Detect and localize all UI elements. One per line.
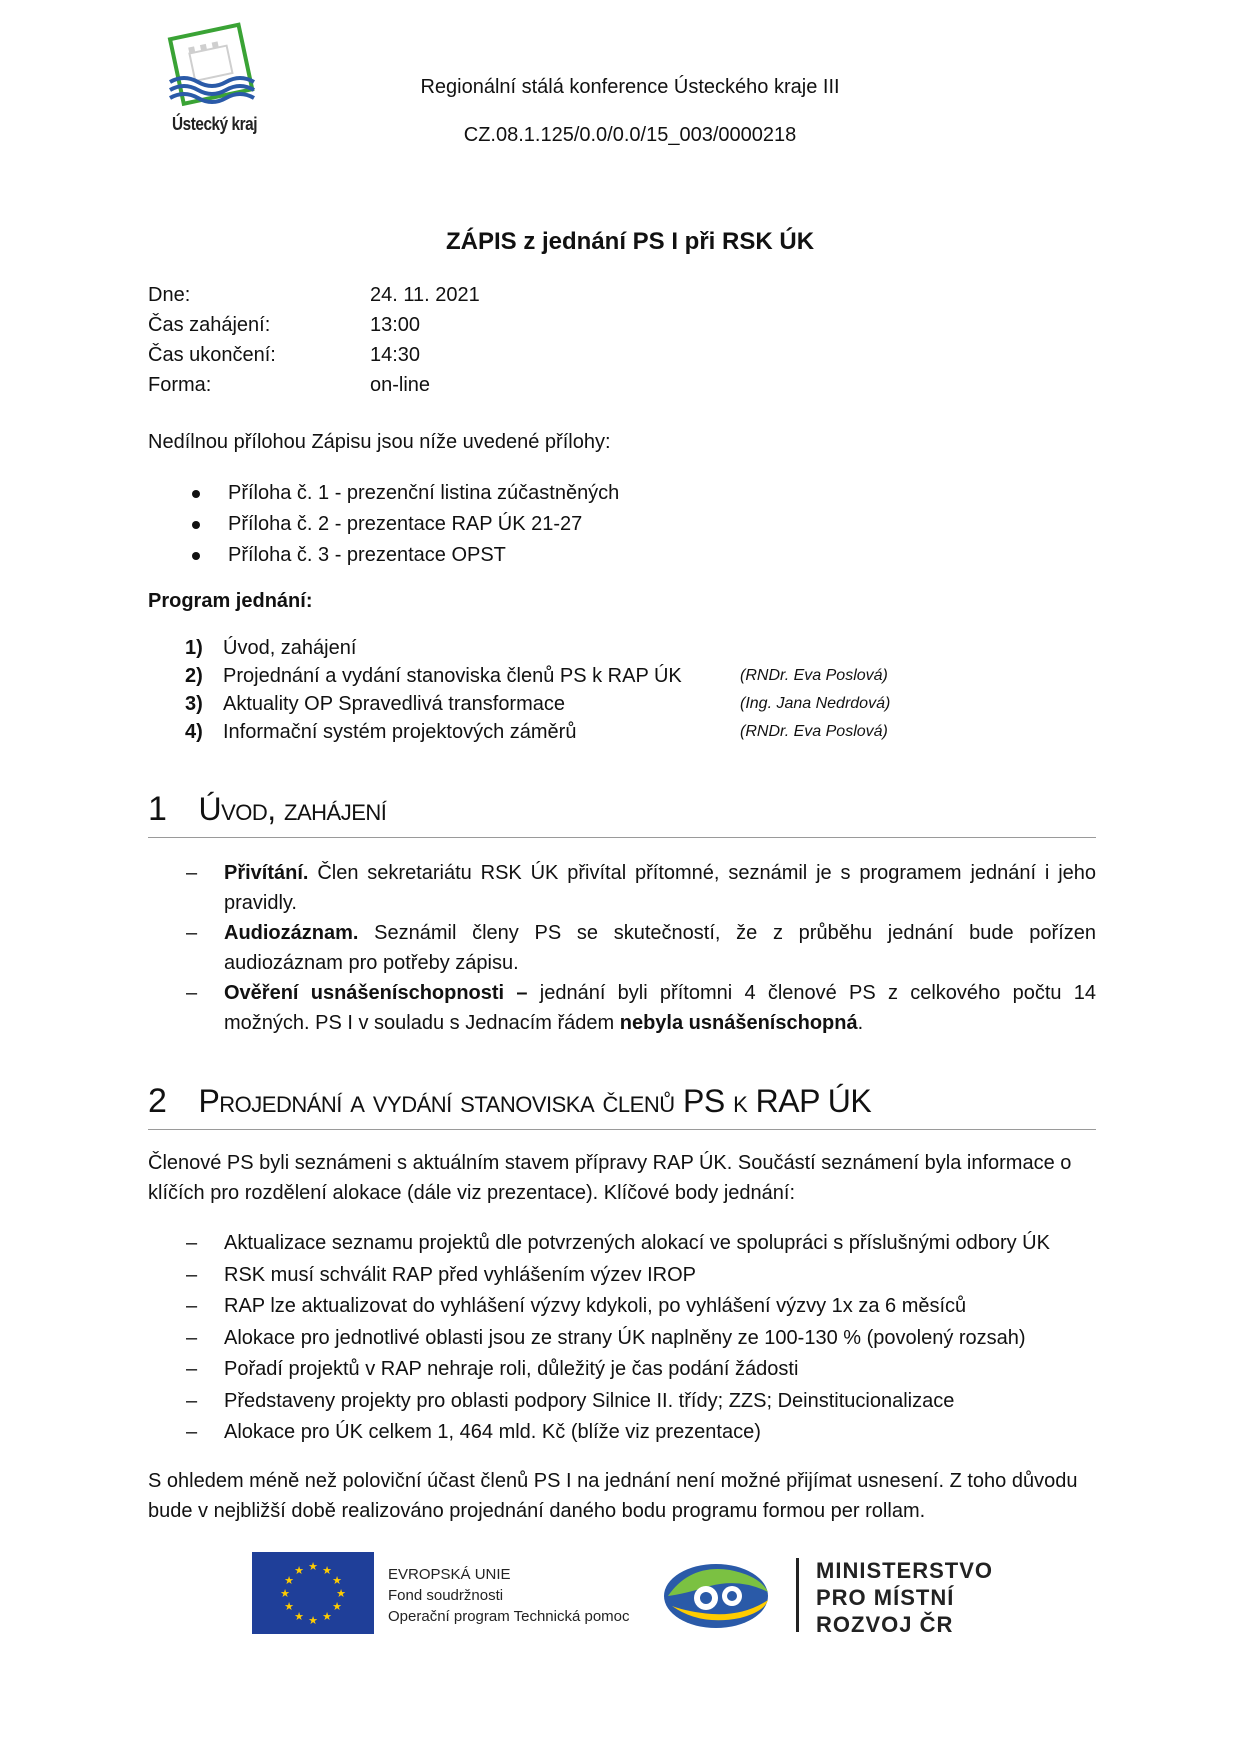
eu-stars-icon [252, 1552, 374, 1634]
meta-key: Čas zahájení: [148, 314, 271, 336]
section-title: Projednání a vydání stanoviska členů PS k RAP ÚK [198, 1083, 872, 1119]
section-number: 2 [148, 1082, 167, 1120]
mmr-line: ROZVOJ ČR [816, 1612, 954, 1637]
eu-flag-icon [252, 1552, 374, 1634]
meeting-meta [148, 280, 648, 400]
item-lead: Ověření usnášeníschopnosti – [224, 982, 528, 1004]
svg-text:★: ★ [336, 1587, 346, 1600]
meta-row-start [148, 310, 648, 340]
mmr-line: MINISTERSTVO [816, 1558, 994, 1583]
svg-text:★: ★ [294, 1610, 304, 1623]
meta-row-form [148, 370, 648, 400]
section-1-heading [148, 790, 1096, 838]
mmr-logo-icon [660, 1556, 780, 1636]
item-text: jednání byli přítomni 4 členové PS z celkového počtu 14 možných. PS I v souladu s Jednacím řádem [224, 982, 1097, 1034]
list-item: Příloha č. 2 - prezentace RAP ÚK 21-27 [190, 509, 619, 540]
list-item [186, 918, 1096, 978]
mmr-line: PRO MÍSTNÍ [816, 1585, 955, 1610]
svg-text:★: ★ [284, 1600, 294, 1613]
item-text: Člen sekretariátu RSK ÚK přivítal přítomné, seznámil je s programem jednání i jeho pravidly. [224, 862, 1096, 914]
section-2-closing: S ohledem méně než poloviční účast členů PS I na jednání není možné přijímat usnesení. Z toho důvodu bude v nejbližší době realizováno projednání daného bodu programu formou per rollam. [148, 1470, 1078, 1522]
section-2-list [186, 1228, 1096, 1449]
item-lead: Přivítání. [224, 862, 309, 884]
list-item: Příloha č. 1 - prezenční listina zúčastněných [190, 478, 619, 509]
program-presenter: (Ing. Jana Nedrdová) [740, 695, 891, 712]
section-2-intro: Členové PS byli seznámeni s aktuálním stavem přípravy RAP ÚK. Součástí seznámení byla informace o klíčích pro rozdělení alokace (dále viz prezentace). Klíčové body jednání: [148, 1152, 1072, 1204]
program-item [185, 634, 945, 662]
program-text: Projednání a vydání stanoviska členů PS k RAP ÚK [223, 665, 682, 687]
meta-row-date [148, 280, 648, 310]
mmr-name [816, 1557, 993, 1638]
item-emphasis: nebyla usnášeníschopná [619, 1012, 858, 1034]
header-conference-name: Regionální stálá konference Ústeckého kraje III [420, 76, 840, 98]
section-number: 1 [148, 790, 167, 828]
program-list [185, 634, 945, 746]
svg-text:★: ★ [294, 1564, 304, 1577]
list-item: – Alokace pro ÚK celkem 1, 464 mld. Kč (blíže viz prezentace) [186, 1417, 1096, 1449]
section-1-list [186, 858, 1096, 1038]
program-number: 4) [185, 721, 203, 743]
program-presenter: (RNDr. Eva Poslová) [740, 723, 888, 740]
item-tail: . [857, 1012, 864, 1034]
list-item: – Pořadí projektů v RAP nehraje roli, důležitý je čas podání žádosti [186, 1354, 1096, 1386]
svg-text:★: ★ [280, 1587, 290, 1600]
list-item: – Představeny projekty pro oblasti podpory Silnice II. třídy; ZZS; Deinstitucionalizace [186, 1386, 1096, 1418]
section-2-heading [148, 1082, 1096, 1130]
program-number: 1) [185, 637, 203, 659]
svg-text:★: ★ [332, 1600, 342, 1613]
header-project-code: CZ.08.1.125/0.0/0.0/15_003/0000218 [463, 124, 797, 146]
document-title: ZÁPIS z jednání PS I při RSK ÚK [445, 228, 815, 255]
meta-value: 13:00 [370, 314, 421, 336]
meta-value: 24. 11. 2021 [370, 284, 480, 306]
svg-text:★: ★ [308, 1560, 318, 1573]
eu-line: EVROPSKÁ UNIE [388, 1566, 511, 1583]
item-lead: Audiozáznam. [224, 922, 359, 944]
program-item [185, 718, 945, 746]
meta-key: Dne: [148, 284, 191, 306]
eu-line: Fond soudržnosti [388, 1587, 504, 1604]
meta-key: Forma: [148, 374, 212, 396]
program-text: Úvod, zahájení [223, 637, 357, 659]
item-text: Seznámil členy PS se skutečností, že z průběhu jednání bude pořízen audiozáznam pro potřeby zápisu. [224, 922, 1096, 974]
annex-list [190, 478, 619, 571]
svg-text:★: ★ [284, 1574, 294, 1587]
annex-intro: Nedílnou přílohou Zápisu jsou níže uvedené přílohy: [148, 431, 611, 453]
usteky-kraj-emblem-icon [162, 18, 272, 113]
list-item [186, 858, 1096, 918]
svg-text:★: ★ [322, 1564, 332, 1577]
program-number: 2) [185, 665, 203, 687]
list-item: – Alokace pro jednotlivé oblasti jsou ze strany ÚK naplněny ze 100-130 % (povolený rozsah) [186, 1323, 1096, 1355]
program-text: Informační systém projektových záměrů [223, 721, 577, 743]
program-number: 3) [185, 693, 203, 715]
svg-text:★: ★ [308, 1614, 318, 1627]
program-text: Aktuality OP Spravedlivá transformace [223, 693, 566, 715]
mmr-divider [796, 1558, 799, 1632]
meta-value: on-line [370, 374, 431, 396]
eu-line: Operační program Technická pomoc [388, 1608, 630, 1625]
list-item: – RAP lze aktualizovat do vyhlášení výzvy kdykoli, po vyhlášení výzvy 1x za 6 měsíců [186, 1291, 1096, 1323]
list-item [186, 978, 1096, 1038]
svg-text:★: ★ [332, 1574, 342, 1587]
meta-key: Čas ukončení: [148, 344, 276, 366]
usteky-kraj-logo [162, 18, 282, 138]
svg-text:★: ★ [322, 1610, 332, 1623]
eu-funding-text [388, 1564, 630, 1627]
section-title: Úvod, zahájení [198, 791, 387, 827]
list-item: Příloha č. 3 - prezentace OPST [190, 540, 619, 571]
program-item [185, 690, 945, 718]
program-item [185, 662, 945, 690]
logo-caption: Ústecký kraj [172, 114, 258, 134]
meta-row-end [148, 340, 648, 370]
list-item: – Aktualizace seznamu projektů dle potvrzených alokací ve spolupráci s příslušnými odbory ÚK [186, 1228, 1096, 1260]
meta-value: 14:30 [370, 344, 421, 366]
program-presenter: (RNDr. Eva Poslová) [740, 667, 888, 684]
program-heading: Program jednání: [148, 590, 313, 612]
list-item: – RSK musí schválit RAP před vyhlášením výzev IROP [186, 1260, 1096, 1292]
